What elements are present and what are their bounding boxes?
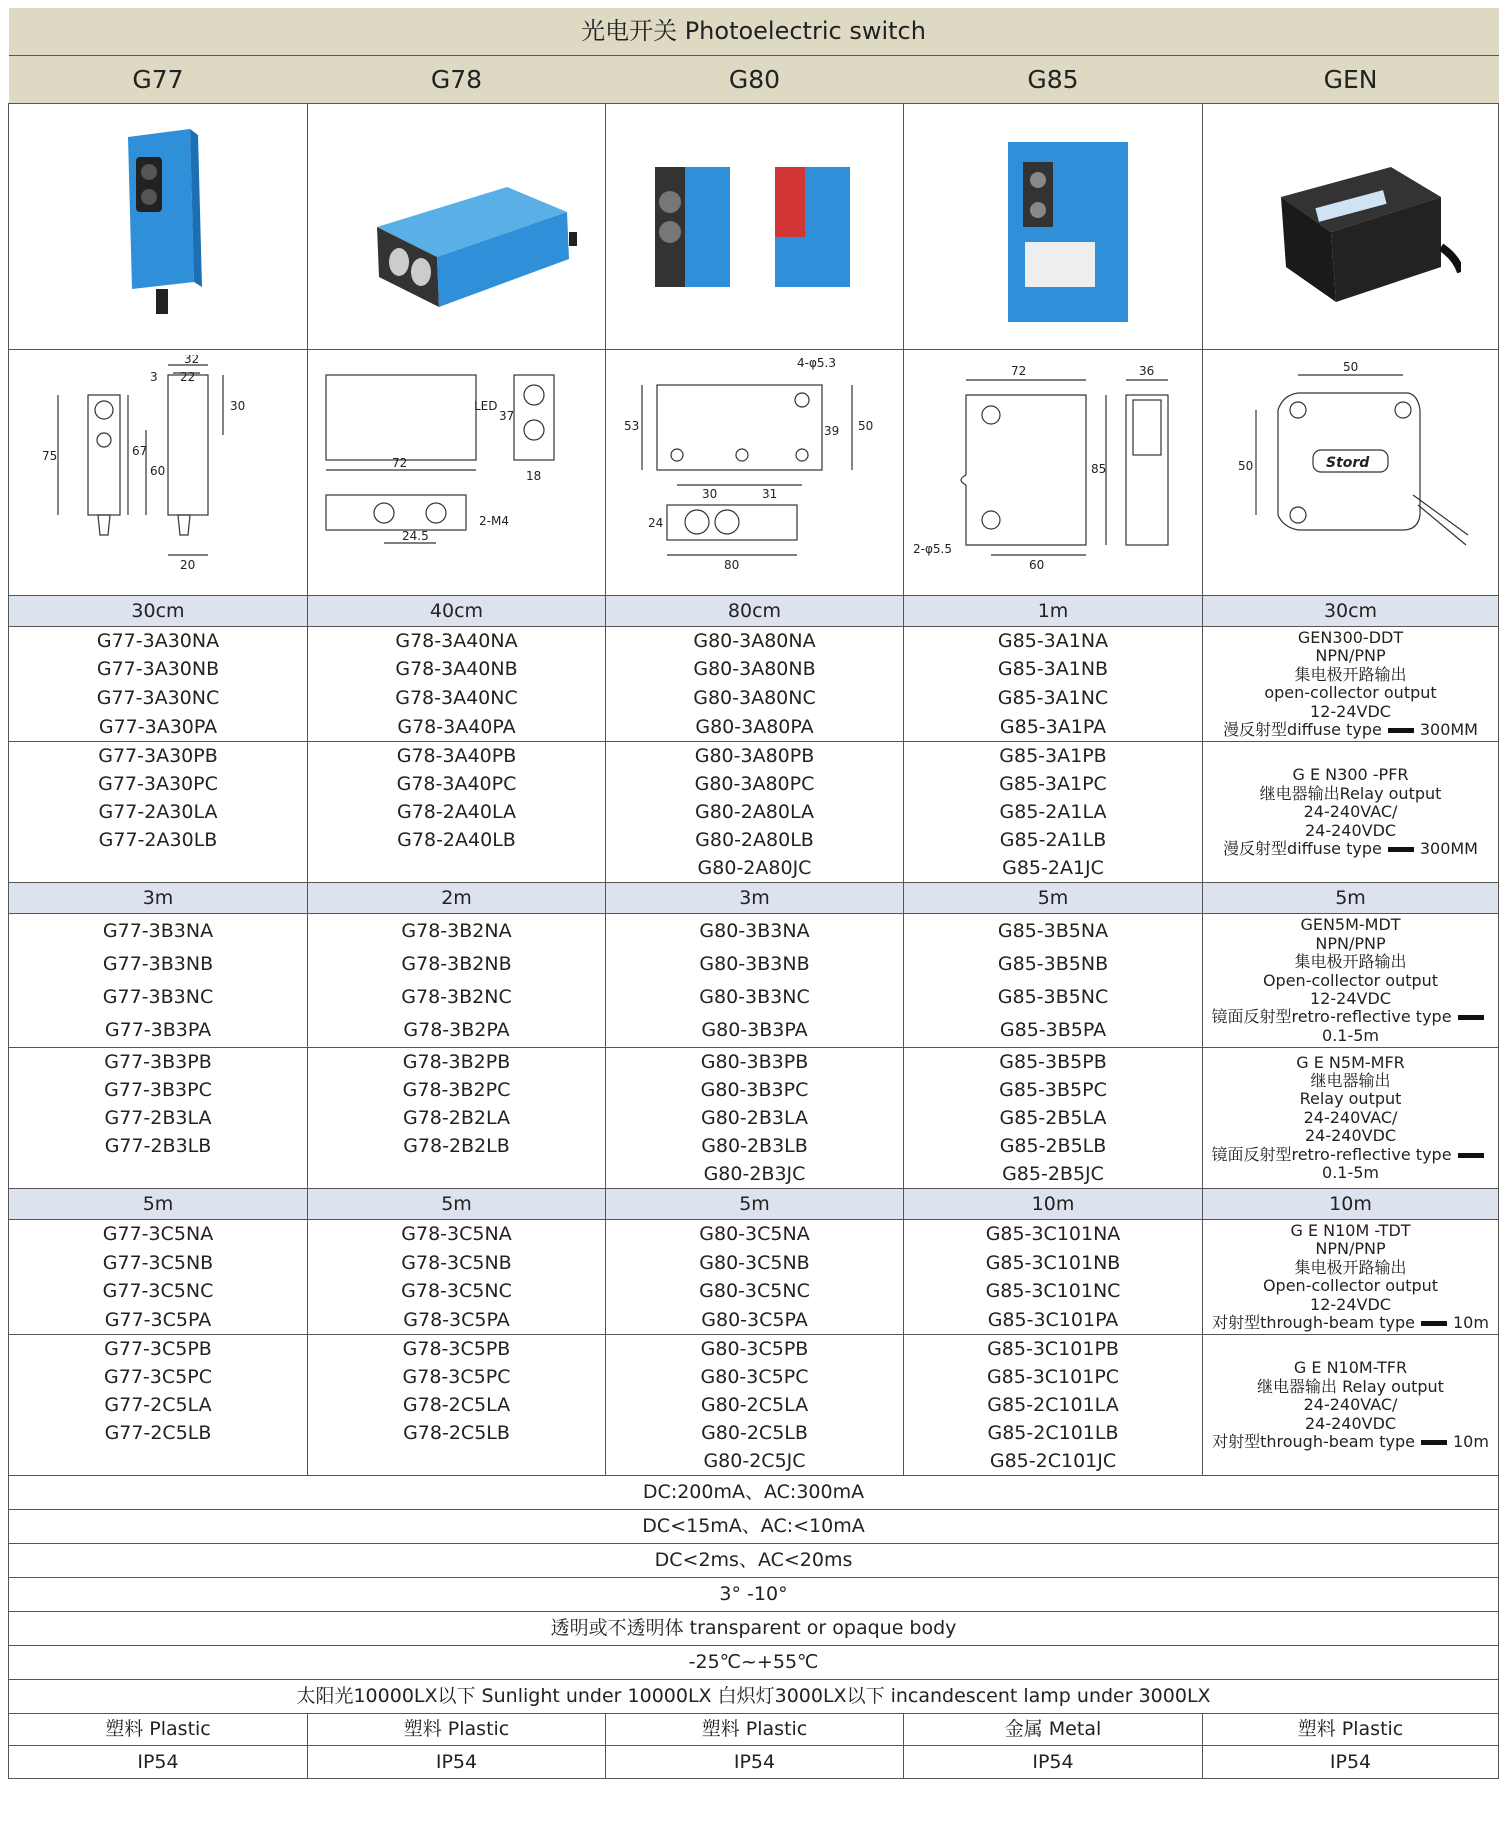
model-cell: G77-3A30NA (9, 627, 308, 656)
model-cell: G78-3B2NC (308, 981, 606, 1014)
model-cell: G78-3A40PC (308, 770, 606, 798)
spec-sheet (8, 8, 1498, 1779)
material-cell: 金属 Metal (904, 1714, 1203, 1746)
gen-spec-line: 继电器输出Relay output (1259, 783, 1442, 803)
model-cell: G80-2C5LA (606, 1391, 904, 1419)
model-cell: G77-3B3PA (9, 1014, 308, 1048)
logo-stord: Stord (1326, 455, 1370, 471)
spec-cell: DC<15mA、AC:<10mA (9, 1510, 1499, 1544)
model-cell: G80-2A80LA (606, 798, 904, 826)
detect-range: 300MM (1419, 838, 1478, 858)
gen-detect-type (1207, 840, 1494, 858)
product-photo-g77 (9, 104, 308, 350)
range-cell: 10m (1203, 1189, 1499, 1220)
model-cell: G85-2C101JC (904, 1447, 1203, 1476)
spec-row (9, 1476, 1499, 1510)
product-photo-g80 (606, 104, 904, 350)
model-cell: G85-3A1PA (904, 713, 1203, 742)
model-cell: G78-3B2PA (308, 1014, 606, 1048)
model-cell: G85-2B5LB (904, 1132, 1203, 1160)
model-cell: G80-2A80JC (606, 854, 904, 883)
range-bar-icon (1458, 1153, 1484, 1158)
model-cell: G80-2C5LB (606, 1419, 904, 1447)
model-cell: G80-3B3NB (606, 948, 904, 981)
model-cell: G78-3A40NC (308, 684, 606, 713)
range-cell: 80cm (606, 596, 904, 627)
model-header: G77 (9, 56, 308, 104)
model-cell: G77-2A30LA (9, 798, 308, 826)
model-cell (9, 1160, 308, 1189)
model-cell: G85-3C101NB (904, 1249, 1203, 1278)
model-cell: G85-3C101NC (904, 1277, 1203, 1306)
model-cell: G77-3A30PC (9, 770, 308, 798)
model-cell: G77-3C5PA (9, 1306, 308, 1335)
gen-spec-line: 继电器输出 Relay output (1257, 1376, 1444, 1396)
model-cell: G80-3C5PB (606, 1335, 904, 1364)
range-cell: 5m (606, 1189, 904, 1220)
gen-model-spec (1203, 627, 1499, 742)
model-cell: G77-3A30NC (9, 684, 308, 713)
table-row (9, 914, 1499, 948)
model-cell: G85-2B5JC (904, 1160, 1203, 1189)
dim-label: 80 (724, 558, 740, 572)
gen-dimension-svg (1208, 355, 1493, 590)
sensor-g85-image (953, 122, 1153, 332)
model-cell: G78-3A40NA (308, 627, 606, 656)
model-cell: G78-3C5NB (308, 1249, 606, 1278)
spec-table (8, 8, 1499, 1779)
dim-label: 36 (1138, 364, 1154, 378)
model-cell: G77-2C5LA (9, 1391, 308, 1419)
dimension-drawing-g80 (606, 350, 904, 596)
material-cell: 塑料 Plastic (606, 1714, 904, 1746)
model-cell: G78-3B2NB (308, 948, 606, 981)
model-cell: G80-3B3PB (606, 1048, 904, 1077)
gen-spec-line: NPN/PNP (1315, 933, 1386, 953)
material-cell: 塑料 Plastic (9, 1714, 308, 1746)
model-cell: G85-3A1NA (904, 627, 1203, 656)
gen-spec-line: G E N300 -PFR (1292, 765, 1409, 785)
gen-spec-line: NPN/PNP (1315, 646, 1386, 666)
model-header: G85 (904, 56, 1203, 104)
model-header: G80 (606, 56, 904, 104)
range-bar-icon (1421, 1440, 1447, 1445)
model-cell: G85-2A1JC (904, 854, 1203, 883)
detect-range: 300MM (1419, 719, 1478, 739)
dim-label: 30 (230, 399, 246, 413)
range-cell: 5m (9, 1189, 308, 1220)
range-bar-icon (1421, 1321, 1447, 1326)
dim-label: 75 (42, 449, 58, 463)
model-header: GEN (1203, 56, 1499, 104)
model-cell: G77-3A30PB (9, 742, 308, 771)
dim-label: 2-M4 (479, 514, 509, 528)
range-bar-icon (1388, 728, 1414, 733)
gen-spec-line: Relay output (1299, 1089, 1402, 1109)
model-cell: G85-3C101PA (904, 1306, 1203, 1335)
g80-dimension-svg (612, 355, 897, 590)
model-cell: G78-2B2LA (308, 1104, 606, 1132)
model-cell: G78-3B2NA (308, 914, 606, 948)
model-cell: G78-3B2PC (308, 1076, 606, 1104)
dimension-drawing-g78 (308, 350, 606, 596)
table-row (9, 627, 1499, 656)
detect-range: 0.1-5m (1322, 1163, 1379, 1183)
model-cell: G80-3B3NC (606, 981, 904, 1014)
model-cell: G85-3B5NB (904, 948, 1203, 981)
model-cell: G80-3A80PB (606, 742, 904, 771)
detect-range: 0.1-5m (1322, 1025, 1379, 1045)
model-cell: G77-3B3NB (9, 948, 308, 981)
model-cell: G78-3C5PC (308, 1363, 606, 1391)
model-cell: G78-3C5PA (308, 1306, 606, 1335)
dim-label: 60 (1028, 558, 1044, 572)
model-cell: G80-3C5NC (606, 1277, 904, 1306)
spec-cell: 3° -10° (9, 1578, 1499, 1612)
gen-spec-line: G E N10M -TDT (1290, 1221, 1411, 1241)
range-bar-icon (1388, 847, 1414, 852)
gen-spec-line: 12-24VDC (1310, 1294, 1391, 1314)
model-cell: G80-3B3PC (606, 1076, 904, 1104)
model-cell: G77-2A30LB (9, 826, 308, 854)
table-row (9, 1220, 1499, 1249)
dim-label: 3 (150, 370, 158, 384)
range-cell: 3m (606, 883, 904, 914)
model-cell: G80-2B3JC (606, 1160, 904, 1189)
model-cell: G80-2B3LA (606, 1104, 904, 1132)
dim-label: 30 (702, 487, 718, 501)
model-cell (308, 854, 606, 883)
gen-spec-line: Open-collector output (1262, 1276, 1439, 1296)
spec-row (9, 1578, 1499, 1612)
dim-label: LED (474, 399, 498, 413)
model-cell: G85-2C101LB (904, 1419, 1203, 1447)
gen-spec-line: Open-collector output (1262, 970, 1439, 990)
model-cell: G80-3C5PC (606, 1363, 904, 1391)
model-cell: G78-2A40LB (308, 826, 606, 854)
table-row (9, 1335, 1499, 1364)
model-cell: G78-3A40PB (308, 742, 606, 771)
dim-label: 24 (648, 516, 664, 530)
model-cell: G85-2B5LA (904, 1104, 1203, 1132)
product-photo-g78 (308, 104, 606, 350)
model-cell: G78-3C5NA (308, 1220, 606, 1249)
model-cell: G80-2B3LB (606, 1132, 904, 1160)
detect-type-label: 镜面反射型retro-reflective type (1211, 1144, 1452, 1164)
spec-row (9, 1510, 1499, 1544)
g85-dimension-svg (911, 355, 1196, 590)
gen-model-spec (1203, 1220, 1499, 1335)
gen-detect-type (1207, 1433, 1494, 1451)
gen-spec-line: 12-24VDC (1310, 988, 1391, 1008)
gen-spec-line: 集电极开路输出 (1294, 952, 1407, 972)
model-cell: G80-3A80PC (606, 770, 904, 798)
model-cell: G77-3C5NC (9, 1277, 308, 1306)
material-row (9, 1714, 1499, 1746)
model-cell: G80-2A80LB (606, 826, 904, 854)
range-cell: 5m (904, 883, 1203, 914)
dim-label: 67 (132, 444, 148, 458)
model-header: G78 (308, 56, 606, 104)
gen-detect-type (1207, 1008, 1494, 1045)
detect-range: 10m (1452, 1313, 1489, 1333)
dim-label: 18 (526, 469, 542, 483)
protection-cell: IP54 (904, 1746, 1203, 1779)
dim-label: 20 (180, 558, 196, 572)
model-cell: G78-2A40LA (308, 798, 606, 826)
gen-spec-line: 24-240VAC/ (1303, 802, 1398, 822)
model-cell: G80-3C5PA (606, 1306, 904, 1335)
spec-cell: 透明或不透明体 transparent or opaque body (9, 1612, 1499, 1646)
dim-label: 31 (762, 487, 778, 501)
table-title: 光电开关 Photoelectric switch (9, 8, 1499, 56)
model-cell: G80-3A80NA (606, 627, 904, 656)
detect-type-label: 对射型through-beam type (1212, 1313, 1415, 1333)
material-cell: 塑料 Plastic (308, 1714, 606, 1746)
sensor-g78-image (337, 137, 577, 317)
model-cell: G78-3A40NB (308, 656, 606, 685)
model-cell: G85-3B5NC (904, 981, 1203, 1014)
gen-spec-line: 24-240VDC (1304, 1413, 1397, 1433)
gen-spec-line: open-collector output (1264, 683, 1437, 703)
gen-detect-type (1207, 721, 1494, 739)
model-cell: G85-3B5PC (904, 1076, 1203, 1104)
range-cell: 30cm (1203, 596, 1499, 627)
range-row (9, 1189, 1499, 1220)
protection-cell: IP54 (308, 1746, 606, 1779)
gen-spec-line: G E N10M-TFR (1293, 1358, 1408, 1378)
range-bar-icon (1458, 1015, 1484, 1020)
model-cell (9, 1447, 308, 1476)
dim-label: 39 (824, 424, 840, 438)
model-cell: G77-3B3PC (9, 1076, 308, 1104)
model-cell: G85-3B5PB (904, 1048, 1203, 1077)
protection-cell: IP54 (606, 1746, 904, 1779)
gen-detect-type (1207, 1314, 1494, 1332)
detect-type-label: 漫反射型diffuse type (1223, 719, 1382, 739)
dimension-drawing-gen (1203, 350, 1499, 596)
range-cell: 5m (308, 1189, 606, 1220)
model-cell: G80-3C5NB (606, 1249, 904, 1278)
model-cell: G77-3C5PB (9, 1335, 308, 1364)
spec-row (9, 1680, 1499, 1714)
gen-model-spec (1203, 742, 1499, 883)
protection-cell: IP54 (9, 1746, 308, 1779)
dim-label: 50 (858, 419, 874, 433)
dimension-drawing-g77 (9, 350, 308, 596)
spec-cell: -25℃~+55℃ (9, 1646, 1499, 1680)
gen-spec-line: NPN/PNP (1315, 1239, 1386, 1259)
gen-spec-line: 12-24VDC (1310, 701, 1391, 721)
model-cell: G80-2C5JC (606, 1447, 904, 1476)
sensor-g77-image (98, 117, 218, 337)
gen-spec-line: G E N5M-MFR (1296, 1052, 1405, 1072)
range-cell: 10m (904, 1189, 1203, 1220)
protection-row (9, 1746, 1499, 1779)
g77-dimension-svg (18, 355, 298, 590)
dim-label: 53 (624, 419, 640, 433)
model-cell: G78-3C5NC (308, 1277, 606, 1306)
model-cell: G77-2C5LB (9, 1419, 308, 1447)
model-cell: G78-3C5PB (308, 1335, 606, 1364)
spec-row (9, 1544, 1499, 1578)
model-cell: G77-3C5NB (9, 1249, 308, 1278)
detect-range: 10m (1452, 1432, 1489, 1451)
dim-label: 32 (184, 355, 200, 366)
model-cell: G77-3C5NA (9, 1220, 308, 1249)
dim-label: 85 (1090, 462, 1106, 476)
model-cell (308, 1160, 606, 1189)
model-cell: G85-3B5NA (904, 914, 1203, 948)
protection-cell: IP54 (1203, 1746, 1499, 1779)
gen-spec-line: 继电器输出 (1310, 1071, 1391, 1091)
gen-spec-line: 24-240VAC/ (1303, 1107, 1398, 1127)
model-cell: G85-3A1NC (904, 684, 1203, 713)
gen-model-spec (1203, 1335, 1499, 1476)
model-cell: G85-2A1LB (904, 826, 1203, 854)
dim-label: 60 (150, 464, 166, 478)
range-cell: 5m (1203, 883, 1499, 914)
dim-label: 72 (392, 456, 408, 470)
model-cell: G85-2A1LA (904, 798, 1203, 826)
gen-model-spec (1203, 1048, 1499, 1189)
model-cell: G77-3B3NA (9, 914, 308, 948)
dim-label: 50 (1238, 459, 1254, 473)
product-photo-g85 (904, 104, 1203, 350)
product-photo-gen (1203, 104, 1499, 350)
model-cell: G85-3C101PC (904, 1363, 1203, 1391)
model-cell: G80-3C5NA (606, 1220, 904, 1249)
range-cell: 2m (308, 883, 606, 914)
model-cell: G77-3C5PC (9, 1363, 308, 1391)
model-cell (308, 1447, 606, 1476)
model-cell (9, 854, 308, 883)
model-cell: G78-3B2PB (308, 1048, 606, 1077)
dim-label: 50 (1343, 360, 1359, 374)
table-row (9, 1048, 1499, 1077)
model-cell: G85-2C101LA (904, 1391, 1203, 1419)
model-cell: G80-3B3NA (606, 914, 904, 948)
range-row (9, 596, 1499, 627)
sensor-g80-image (625, 127, 885, 327)
gen-spec-line: 24-240VDC (1304, 820, 1397, 840)
model-cell: G85-3A1PC (904, 770, 1203, 798)
gen-model-spec (1203, 914, 1499, 1048)
model-cell: G80-3A80NB (606, 656, 904, 685)
model-cell: G85-3C101PB (904, 1335, 1203, 1364)
material-cell: 塑料 Plastic (1203, 1714, 1499, 1746)
range-cell: 40cm (308, 596, 606, 627)
dim-label: 24.5 (402, 529, 429, 543)
model-cell: G77-3B3PB (9, 1048, 308, 1077)
dim-label: 4-φ5.3 (797, 356, 836, 370)
model-cell: G78-3A40PA (308, 713, 606, 742)
gen-spec-line: GEN5M-MDT (1300, 915, 1401, 935)
model-cell: G80-3A80PA (606, 713, 904, 742)
detect-type-label: 对射型through-beam type (1212, 1432, 1415, 1451)
detect-type-label: 漫反射型diffuse type (1223, 838, 1382, 858)
model-cell: G78-2C5LA (308, 1391, 606, 1419)
model-cell: G77-3A30NB (9, 656, 308, 685)
model-cell: G85-3A1PB (904, 742, 1203, 771)
model-cell: G85-3B5PA (904, 1014, 1203, 1048)
model-cell: G80-3A80NC (606, 684, 904, 713)
model-cell: G80-3B3PA (606, 1014, 904, 1048)
spec-row (9, 1646, 1499, 1680)
gen-spec-line: 集电极开路输出 (1294, 664, 1407, 684)
sensor-gen-image (1241, 137, 1461, 317)
range-cell: 3m (9, 883, 308, 914)
spec-cell: 太阳光10000LX以下 Sunlight under 10000LX 白炽灯3000LX以下 incandescent lamp under 3000LX (9, 1680, 1499, 1714)
model-cell: G77-3A30PA (9, 713, 308, 742)
gen-spec-line: 集电极开路输出 (1294, 1257, 1407, 1277)
spec-row (9, 1612, 1499, 1646)
model-cell: G77-2B3LB (9, 1132, 308, 1160)
dim-label: 2-φ5.5 (912, 542, 952, 556)
model-cell: G85-3C101NA (904, 1220, 1203, 1249)
range-cell: 1m (904, 596, 1203, 627)
model-cell: G77-3B3NC (9, 981, 308, 1014)
model-cell: G77-2B3LA (9, 1104, 308, 1132)
detect-type-label: 镜面反射型retro-reflective type (1211, 1007, 1452, 1027)
dim-label: 72 (1010, 364, 1026, 378)
gen-detect-type (1207, 1146, 1494, 1183)
range-cell: 30cm (9, 596, 308, 627)
dim-label: 37 (499, 409, 515, 423)
model-cell: G78-2C5LB (308, 1419, 606, 1447)
range-row (9, 883, 1499, 914)
gen-spec-line: GEN300-DDT (1297, 628, 1404, 647)
g78-dimension-svg (314, 355, 599, 590)
spec-cell: DC<2ms、AC<20ms (9, 1544, 1499, 1578)
table-row (9, 742, 1499, 771)
dimension-drawing-g85 (904, 350, 1203, 596)
model-cell: G85-3A1NB (904, 656, 1203, 685)
gen-spec-line: 24-240VDC (1304, 1126, 1397, 1146)
dim-label: 22 (180, 370, 196, 384)
gen-spec-line: 24-240VAC/ (1303, 1395, 1398, 1415)
spec-cell: DC:200mA、AC:300mA (9, 1476, 1499, 1510)
model-cell: G78-2B2LB (308, 1132, 606, 1160)
